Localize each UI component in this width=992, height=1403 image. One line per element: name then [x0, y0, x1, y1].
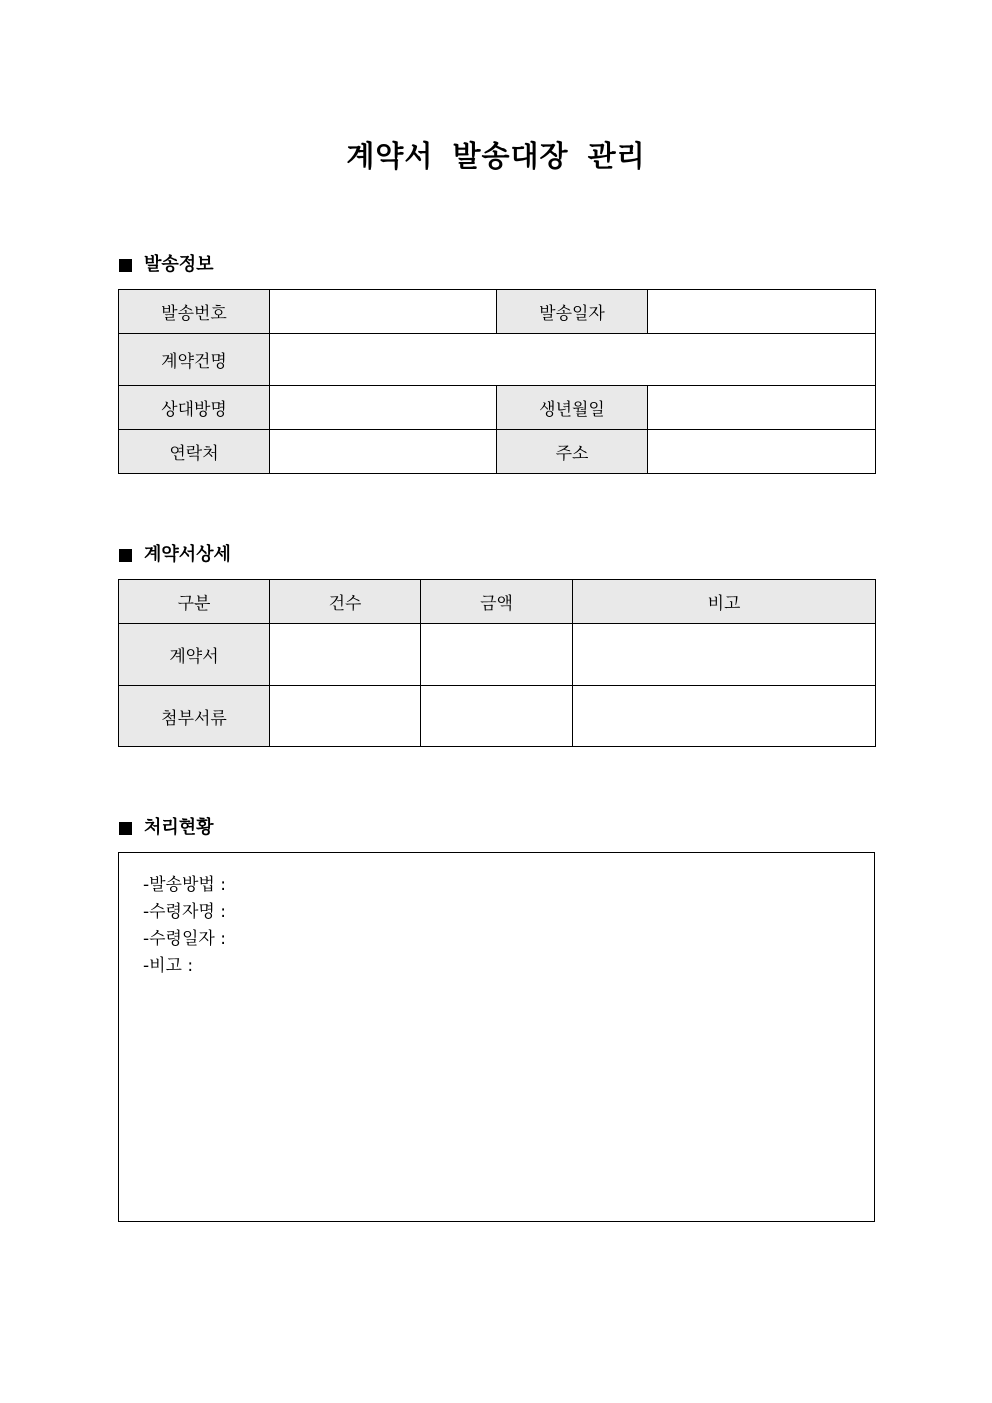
table-row [119, 334, 876, 386]
label-contract-name: 계약건명 [119, 334, 270, 386]
contract-detail-table [118, 579, 876, 747]
send-date-field[interactable] [648, 290, 876, 334]
label-send-date: 발송일자 [497, 290, 648, 334]
section-heading-contract-detail [119, 542, 231, 568]
section-heading-sending-info [119, 252, 214, 278]
section-title: 계약서상세 [144, 544, 231, 565]
status-line-recipient-name: -수령자명 : [143, 902, 226, 922]
label-contact: 연락처 [119, 430, 270, 474]
column-header-category: 구분 [119, 580, 270, 624]
label-counterparty-name: 상대방명 [119, 386, 270, 430]
section-title: 처리현황 [144, 817, 214, 838]
table-row [119, 624, 876, 686]
sending-info-table [118, 289, 876, 474]
table-header-row [119, 580, 876, 624]
column-header-count: 건수 [270, 580, 421, 624]
label-send-number: 발송번호 [119, 290, 270, 334]
contract-remarks-field[interactable] [573, 624, 876, 686]
table-row [119, 430, 876, 474]
section-heading-processing-status [119, 815, 214, 841]
square-bullet-icon [119, 259, 132, 272]
address-field[interactable] [648, 430, 876, 474]
contract-name-field[interactable] [270, 334, 876, 386]
label-birth-date: 생년월일 [497, 386, 648, 430]
attachments-count-field[interactable] [270, 686, 421, 747]
table-row [119, 686, 876, 747]
label-address: 주소 [497, 430, 648, 474]
processing-status-list [143, 872, 226, 980]
status-line-remarks: -비고 : [143, 956, 194, 976]
contact-field[interactable] [270, 430, 497, 474]
status-line-receipt-date: -수령일자 : [143, 929, 226, 949]
attachments-amount-field[interactable] [421, 686, 573, 747]
table-row [119, 290, 876, 334]
square-bullet-icon [119, 822, 132, 835]
column-header-remarks: 비고 [573, 580, 876, 624]
send-number-field[interactable] [270, 290, 497, 334]
section-title: 발송정보 [144, 254, 214, 275]
birth-date-field[interactable] [648, 386, 876, 430]
column-header-amount: 금액 [421, 580, 573, 624]
attachments-remarks-field[interactable] [573, 686, 876, 747]
contract-amount-field[interactable] [421, 624, 573, 686]
counterparty-name-field[interactable] [270, 386, 497, 430]
square-bullet-icon [119, 549, 132, 562]
table-row [119, 386, 876, 430]
contract-count-field[interactable] [270, 624, 421, 686]
status-line-send-method: -발송방법 : [143, 875, 226, 895]
processing-status-box[interactable] [118, 852, 875, 1222]
row-label-contract: 계약서 [119, 624, 270, 686]
row-label-attachments: 첨부서류 [119, 686, 270, 747]
page-title: 계약서 발송대장 관리 [346, 139, 646, 173]
